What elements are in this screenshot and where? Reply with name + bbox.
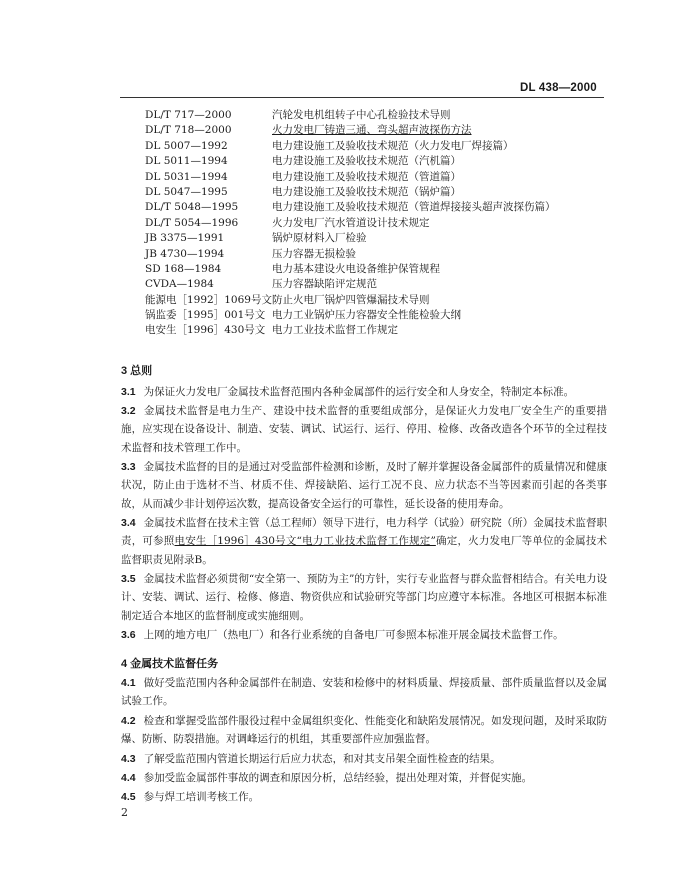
paragraph-text: 检查和掌握受监部件服役过程中金属组织变化、性能变化和缺陷发展情况。如发现问题，及时采取防爆、防断、防裂措施。对调峰运行的机组，其重要部件应加强监督。	[121, 715, 607, 746]
paragraph-3-1	[121, 383, 607, 401]
reference-row	[145, 108, 615, 123]
reference-code: CVDA—1984	[145, 278, 214, 291]
paragraph-3-3	[121, 458, 607, 513]
paragraph-text: 确定，火力发电厂等单位的金属技术监督职责见附录B。	[121, 535, 608, 566]
paragraph-text: 上网的地方电厂（热电厂）和各行业系统的自备电厂可参照本标准开展金属技术监督工作。	[143, 629, 564, 641]
paragraph-4-1	[121, 674, 607, 711]
reference-code: DL/T 5054—1996	[145, 216, 239, 229]
paragraph-number: 3.4	[121, 517, 136, 529]
paragraph-number: 3.3	[121, 461, 136, 473]
reference-row	[145, 123, 615, 138]
section-3-heading: 3 总则	[121, 365, 153, 377]
reference-code: DL 5047—1995	[145, 185, 228, 198]
paragraph-number: 3.2	[121, 405, 136, 417]
paragraph-4-3	[121, 750, 607, 768]
paragraph-text: 了解受监范围内管道长期运行后应力状态，和对其支吊架全面性检查的结果。	[143, 753, 501, 765]
reference-code: 电安生［1996］430号文	[145, 324, 266, 337]
reference-row	[145, 170, 615, 185]
reference-title: 电力建设施工及验收技术规范（管道焊接接头超声波探伤篇）	[272, 201, 556, 214]
reference-title: 火力发电厂铸造三通、弯头超声波探伤方法	[272, 124, 472, 137]
paragraph-number: 4.4	[121, 772, 136, 784]
reference-title: 锅炉原材料入厂检验	[272, 232, 367, 245]
paragraph-4-5	[121, 788, 607, 806]
reference-code: DL/T 717—2000	[145, 109, 232, 121]
reference-row	[145, 139, 615, 154]
reference-row	[145, 185, 615, 200]
paragraph-text: 金属技术监督的目的是通过对受监部件检测和诊断，及时了解并掌握设备金属部件的质量情况和健康状况，防止由于选材不当、材质不佳、焊接缺陷、运行工况不良、应力状态不当等因素而引起的各类事故，从而减少非计划停运次数，提高设备安全运行的可靠性，延长设备的使用寿命。	[121, 461, 607, 510]
paragraph-number: 3.6	[121, 629, 136, 641]
paragraph-text: 金属技术监督在技术主管（总工程师）领导下进行，电力科学（试验）研究院（所）金属技术监督职责，可参照	[121, 517, 607, 548]
page-number: 2	[121, 806, 128, 819]
reference-row	[145, 231, 615, 246]
reference-row	[145, 154, 615, 169]
reference-code: SD 168—1984	[145, 262, 222, 275]
paragraph-4-2	[121, 712, 607, 749]
reference-title: 电力基本建设火电设备维护保管规程	[272, 262, 440, 275]
reference-row	[145, 323, 615, 338]
paragraph-text: 金属技术监督是电力生产、建设中技术监督的重要组成部分，是保证火力发电厂安全生产的重要措施，应实现在设备设计、制造、安装、调试、试运行、运行、停用、检修、改备改造各个环节的全过程技术监督和技术管理工作中。	[121, 405, 607, 454]
paragraph-number: 3.5	[121, 573, 136, 585]
reference-row	[145, 247, 615, 262]
reference-code: 能源电［1992］1069号文	[145, 293, 272, 306]
paragraph-number: 4.3	[121, 753, 136, 765]
reference-code: JB 3375—1991	[145, 232, 225, 245]
reference-code: DL 5011—1994	[145, 155, 228, 168]
reference-code: DL 5007—1992	[145, 139, 228, 152]
reference-title: 电力工业技术监督工作规定	[272, 324, 398, 337]
reference-title: 防止火电厂锅炉四管爆漏技术导则	[272, 293, 430, 306]
paragraph-4-4	[121, 769, 607, 787]
paragraph-3-5	[121, 570, 607, 625]
reference-code: JB 4730—1994	[145, 247, 225, 260]
reference-code: 锅监委［1995］001号文	[145, 309, 266, 322]
reference-row	[145, 262, 615, 277]
reference-title: 电力建设施工及验收技术规范（火力发电厂焊接篇）	[272, 139, 514, 152]
reference-title: 电力建设施工及验收技术规范（管道篇）	[272, 170, 461, 183]
reference-row	[145, 200, 615, 215]
reference-title: 电力建设施工及验收技术规范（锅炉篇）	[272, 185, 461, 198]
reference-title: 电力建设施工及验收技术规范（汽机篇）	[272, 155, 461, 168]
reference-row	[145, 293, 615, 308]
reference-title: 火力发电厂汽水管道设计技术规定	[272, 216, 430, 229]
paragraph-underlined-reference: 电安生［1996］430号文“电力工业技术监督工作规定”	[174, 535, 436, 548]
paragraph-text: 参加受监金属部件事故的调查和原因分析，总结经验，提出处理对策，并督促实施。	[143, 772, 533, 784]
paragraph-number: 4.5	[121, 791, 136, 803]
section-4-heading: 4 金属技术监督任务	[121, 658, 219, 670]
paragraph-text: 参与焊工培训考核工作。	[143, 791, 260, 803]
reference-code: DL/T 718—2000	[145, 124, 232, 137]
reference-row	[145, 308, 615, 323]
paragraph-number: 3.1	[121, 386, 136, 398]
reference-title: 压力容器缺陷评定规范	[272, 278, 377, 291]
reference-title: 电力工业锅炉压力容器安全性能检验大纲	[272, 309, 461, 322]
reference-code: DL/T 5048—1995	[145, 201, 239, 214]
paragraph-number: 4.2	[121, 715, 136, 727]
paragraph-text: 做好受监范围内各种金属部件在制造、安装和检修中的材料质量、焊接质量、部件质量监督以及金属试验工作。	[121, 677, 607, 708]
paragraph-number: 4.1	[121, 677, 136, 689]
paragraph-3-2	[121, 402, 607, 457]
standard-code-header: DL 438—2000	[520, 82, 597, 94]
paragraph-3-6	[121, 626, 607, 644]
paragraph-text: 金属技术监督必须贯彻“安全第一、预防为主”的方针，实行专业监督与群众监督相结合。有关电力设计、安装、调试、运行、检修、修造、物资供应和试验研究等部门均应遵守本标准。各地区可根据本标准制定适合本地区的监督制度或实施细则。	[121, 573, 607, 622]
header-rule	[120, 97, 604, 98]
reference-code: DL 5031—1994	[145, 170, 228, 183]
reference-row	[145, 277, 615, 292]
reference-list	[145, 108, 615, 339]
paragraph-text: 为保证火力发电厂金属技术监督范围内各种金属部件的运行安全和人身安全，特制定本标准。	[143, 386, 575, 398]
reference-title: 压力容器无损检验	[272, 247, 356, 260]
paragraph-3-4	[121, 514, 607, 569]
reference-row	[145, 216, 615, 231]
reference-title: 汽轮发电机组转子中心孔检验技术导则	[272, 109, 451, 121]
